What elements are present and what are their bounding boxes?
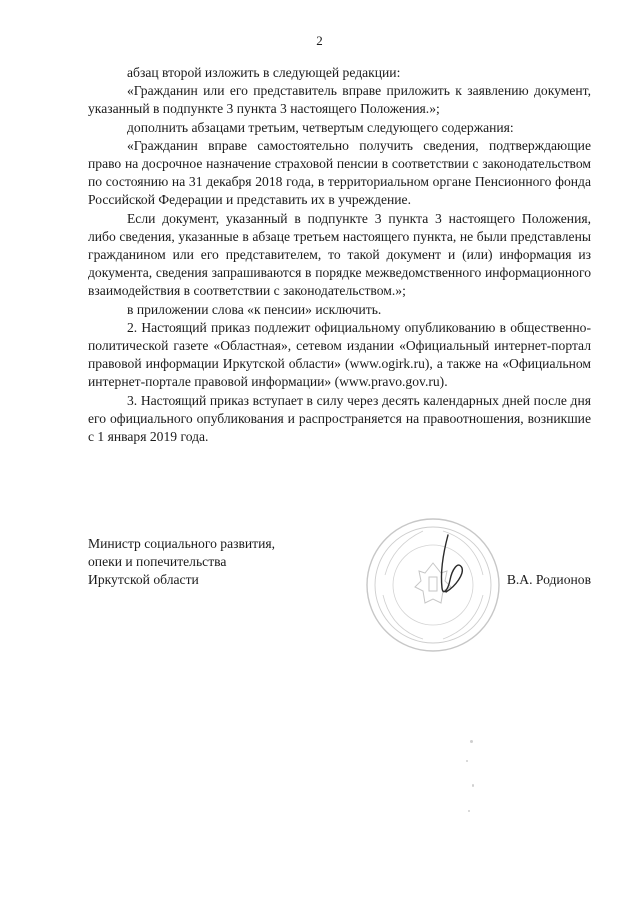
signatory-title-line: опеки и попечительства [88, 554, 227, 570]
signatory-title-line: Министр социального развития, [88, 536, 276, 551]
scan-speck [470, 740, 473, 743]
signatory-title [88, 535, 275, 590]
paragraph: дополнить абзацами третьим, четвертым следующего содержания: [127, 119, 514, 135]
signatory-name: В.А. Родионов [506, 572, 591, 587]
scan-speck [472, 784, 474, 787]
paragraph: «Гражданин или его представитель вправе приложить к заявлению документ, указанный в подпункте 3 пункта 3 настоящего Положения.»; [88, 83, 591, 117]
paragraph: абзац второй изложить в следующей редакции: [127, 65, 401, 80]
paragraph: 3. Настоящий приказ вступает в силу через десять календарных дней после дня его официального опубликования и распространяется на правоотношения, возникшие с 1 января 2019 года. [88, 392, 591, 445]
signature-block [88, 535, 591, 675]
paragraph: «Гражданин вправе самостоятельно получить сведения, подтверждающие право на досрочное назначение страховой пенсии в соответствии с законодательством по состоянию на 31 декабря 2018 года, в территориальном органе Пенсионного фонда Российской Федерации и представить их в учреждение. [88, 137, 591, 208]
paragraph: Если документ, указанный в подпункте 3 пункта 3 настоящего Положения, либо сведения, указанные в абзаце третьем настоящего пункта, не были представлены гражданином или его представителем, то такой документ и (или) информация из документа, сведения запрашиваются в порядке межведомственного информационного взаимодействия в соответствии с законодательством.»; [88, 210, 591, 299]
scan-speck [468, 810, 470, 812]
paragraph: в приложении слова «к пенсии» исключить. [127, 301, 382, 317]
scan-speck [466, 760, 468, 762]
page-number: 2 [316, 33, 323, 48]
handwritten-signature [418, 530, 478, 610]
document-body [88, 64, 591, 446]
paragraph: 2. Настоящий приказ подлежит официальному опубликованию в общественно-политической газете «Областная», сетевом издании «Официальный интернет-портал правовой информации Иркутской области» (www.ogirk.ru), а также на «Официальном интернет-портале правовой информации» (www.pravo.gov.ru). [88, 319, 591, 390]
signatory-title-line: Иркутской области [88, 572, 199, 588]
